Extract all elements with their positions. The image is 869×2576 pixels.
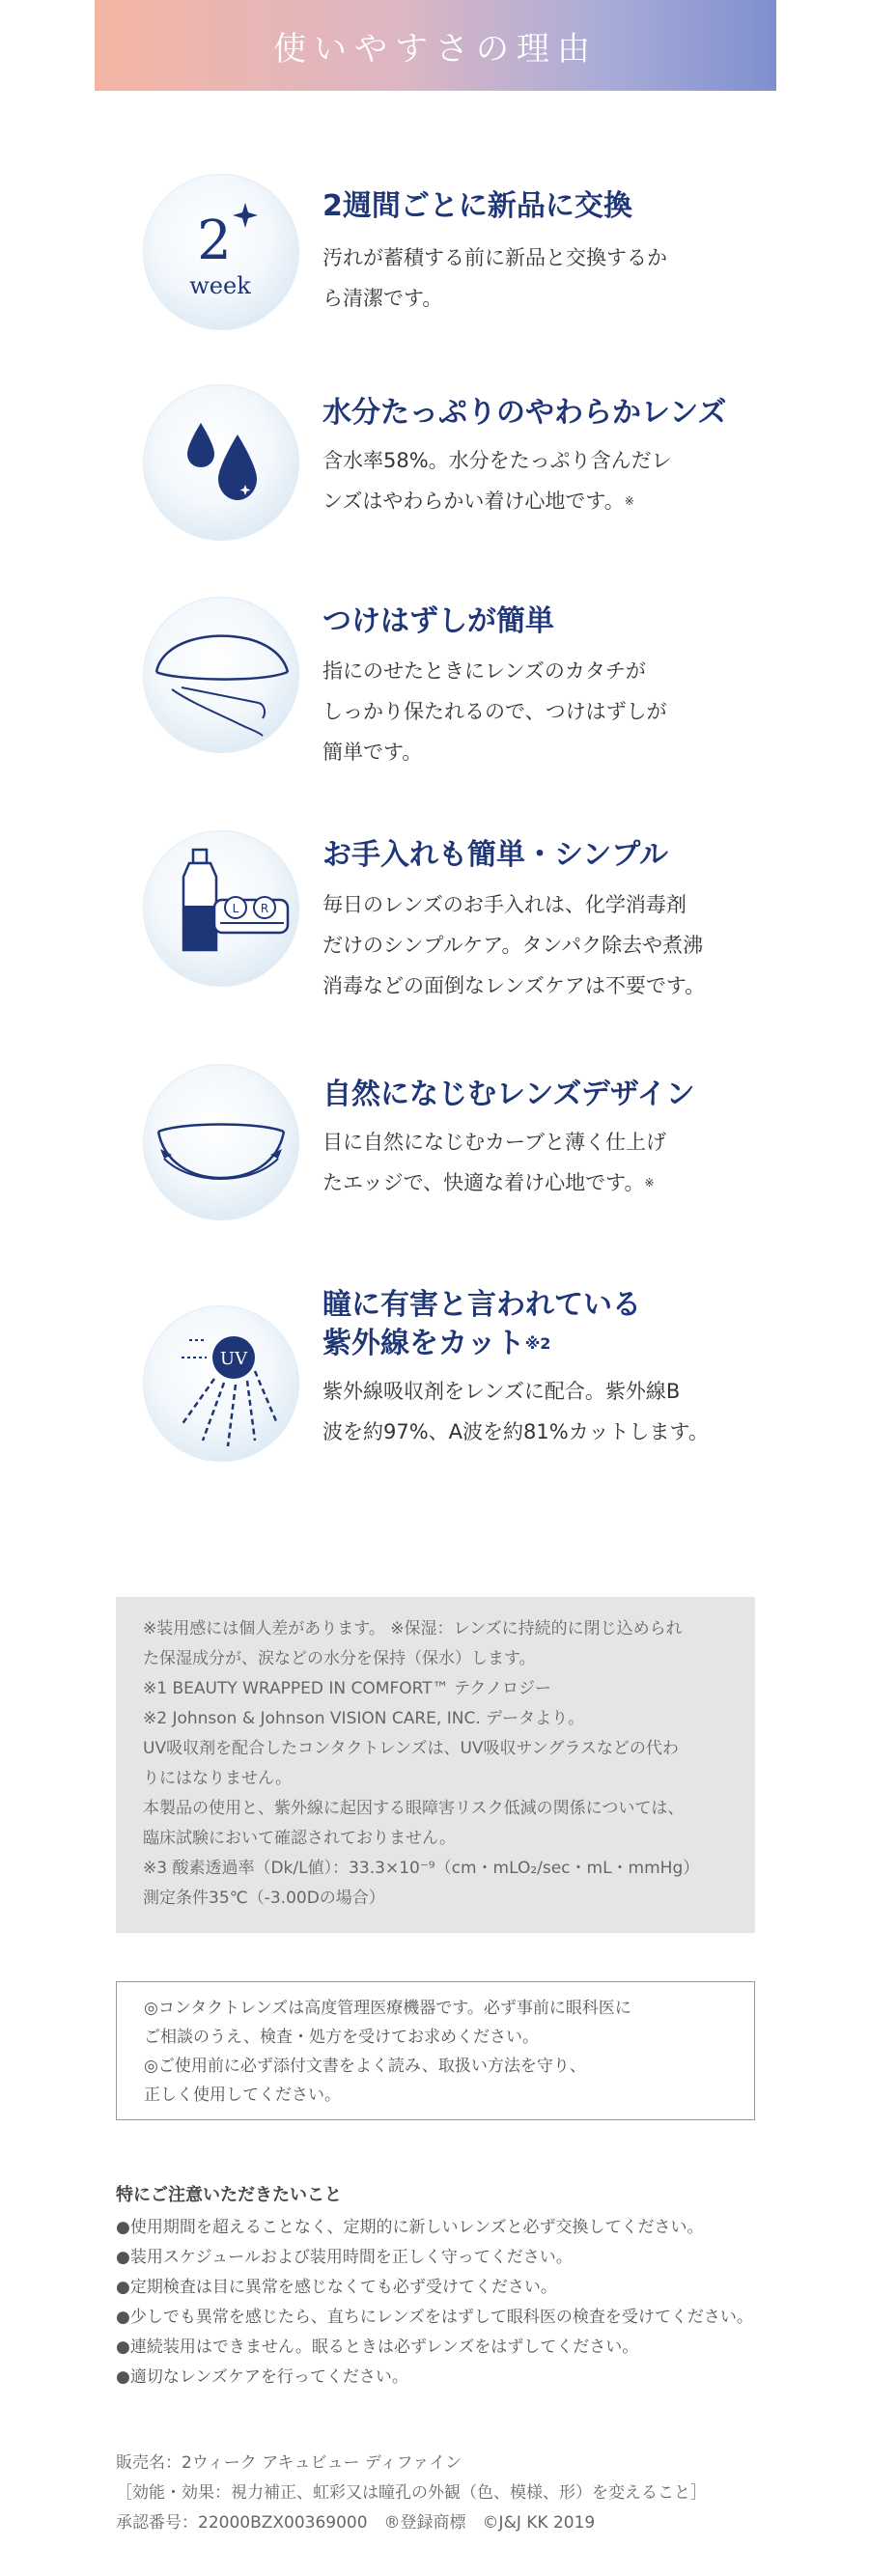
feature-title: 瞳に有害と言われている 紫外線をカット$^{※2}$: [322, 1288, 641, 1360]
medical-device-caution-box: [116, 1981, 755, 2120]
feature-description: 指にのせたときにレンズのカタチが しっかり保たれるので、つけはずしが 簡単です。: [322, 659, 667, 764]
footnotes-box: [116, 1597, 755, 1933]
caution-line: ◎ご使用前に必ず添付文書をよく読み、取扱い方法を守り、: [144, 2057, 586, 2076]
attention-item: ●定期検査は目に異常を感じなくても必ず受けてください。: [116, 2278, 557, 2297]
two-week-icon-label: week: [189, 272, 251, 299]
footnote-line: ※2 Johnson & Johnson VISION CARE, INC. データより。: [143, 1709, 585, 1728]
header-banner: [95, 0, 776, 91]
footnote-line: りにはなりません。: [143, 1769, 293, 1788]
attention-item: ●連続装用はできません。眠るときは必ずレンズをはずしてください。: [116, 2338, 639, 2357]
water-drops-icon: [143, 384, 299, 541]
feature-title: つけはずしが簡単: [322, 604, 554, 638]
lens-curve-icon: [143, 1064, 299, 1220]
caution-line: 正しく使用してください。: [144, 2086, 341, 2105]
lens-care-kit-icon: [143, 830, 299, 987]
feature-description: 汚れが蓄積する前に新品と交換するか ら清潔です。: [322, 246, 667, 310]
feature-title: お手入れも簡単・シンプル: [322, 838, 669, 872]
caution-line: ご相談のうえ、検査・処方を受けてお求めください。: [144, 2028, 540, 2047]
uv-icon-label: UV: [219, 1349, 248, 1369]
footnote-line: 臨床試験において確認されておりません。: [143, 1829, 457, 1848]
page-title: 使いやすさの理由: [273, 29, 598, 69]
lens-on-finger-icon: [143, 597, 299, 753]
footnote-line: UV吸収剤を配合したコンタクトレンズは、UV吸収サングラスなどの代わ: [143, 1739, 679, 1758]
attention-section: [116, 2178, 792, 2393]
caution-line: ◎コンタクトレンズは高度管理医療機器です。必ず事前に眼科医に: [144, 1999, 631, 2018]
footnote-line: ※装用感には個人差があります。 ※保湿：レンズに持続的に閉じ込められ: [143, 1619, 683, 1638]
footnote-line: 本製品の使用と、紫外線に起因する眼障害リスク低減の関係については、: [143, 1799, 685, 1818]
attention-item: ●適切なレンズケアを行ってください。: [116, 2367, 408, 2387]
footnote-line: た保湿成分が、涙などの水分を保持（保水）します。: [143, 1649, 536, 1668]
uv-cut-icon: [143, 1305, 299, 1462]
footnote-line: ※1 BEAUTY WRAPPED IN COMFORT™ テクノロジー: [143, 1679, 551, 1698]
feature-description: 目に自然になじむカーブと薄く仕上げ たエッジで、快適な着け心地です。※: [322, 1131, 666, 1194]
lens-case-right-label: R: [260, 902, 269, 915]
product-efficacy: ［効能・効果：視力補正、虹彩又は瞳孔の外観（色、模様、形）を変えること］: [116, 2483, 707, 2503]
two-week-icon: [143, 174, 299, 330]
feature-title: 2週間ごとに新品に交換: [322, 189, 632, 223]
product-info: [116, 2449, 792, 2538]
lens-case-left-label: L: [232, 902, 239, 915]
attention-title: 特にご注意いただきたいこと: [116, 2185, 342, 2205]
product-name: 販売名：2ウィーク アキュビュー ディファイン: [116, 2453, 463, 2473]
attention-item: ●装用スケジュールおよび装用時間を正しく守ってください。: [116, 2248, 573, 2267]
feature-title: 自然になじむレンズデザイン: [322, 1078, 695, 1111]
feature-description: 紫外線吸収剤をレンズに配合。紫外線B 波を約97%、A波を約81%カットします。: [322, 1380, 709, 1443]
footnote-line: 測定条件35℃（-3.00Dの場合）: [143, 1889, 385, 1908]
footnote-line: ※3 酸素透過率（Dk/L値）：33.3×10⁻⁹（cm・mLO₂/sec・mL・mmHg）: [143, 1859, 700, 1878]
attention-item: ●少しでも異常を感じたら、直ちにレンズをはずして眼科医の検査を受けてください。: [116, 2308, 753, 2327]
two-week-icon-number: 2: [197, 210, 232, 272]
feature-description: 毎日のレンズのお手入れは、化学消毒剤 だけのシンプルケア。タンパク除去や煮沸 消毒などの面倒なレンズケアは不要です。: [322, 893, 706, 997]
feature-description: 含水率58%。水分をたっぷり含んだレ ンズはやわらかい着け心地です。※: [322, 449, 672, 513]
attention-item: ●使用期間を超えることなく、定期的に新しいレンズと必ず交換してください。: [116, 2218, 704, 2237]
feature-title: 水分たっぷりのやわらかレンズ: [322, 396, 727, 430]
approval-number: 承認番号：22000BZX00369000 ®登録商標 ©J&J KK 2019: [116, 2513, 596, 2533]
